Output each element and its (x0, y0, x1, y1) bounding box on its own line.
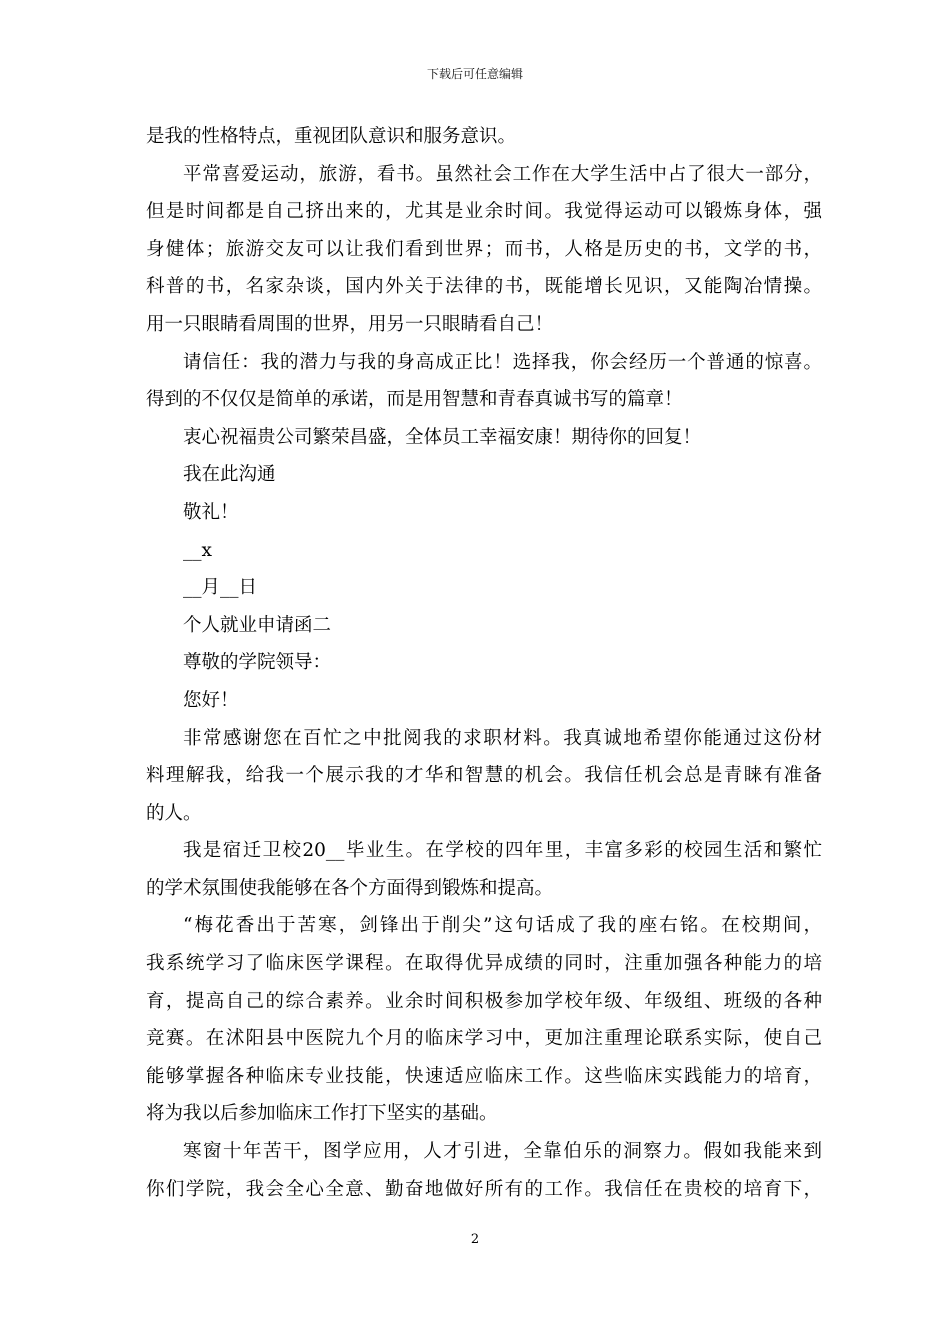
text-line: 科普的书，名家杂谈，国内外关于法律的书，既能增长见识，又能陶冶情操。 (146, 276, 822, 298)
text-line: 我是宿迁卫校20__毕业生。在学校的四年里，丰富多彩的校园生活和繁忙 (183, 840, 822, 862)
text-line: 身健体；旅游交友可以让我们看到世界；而书，人格是历史的书，文学的书， (146, 238, 822, 260)
page-number: 2 (470, 1232, 480, 1247)
page-header: 下载后可任意编辑 (426, 67, 523, 81)
text-line: 衷心祝福贵公司繁荣昌盛，全体员工幸福安康！期待你的回复！ (183, 426, 702, 448)
text-line: 的人。 (146, 802, 202, 824)
text-line: 是我的性格特点，重视团队意识和服务意识。 (146, 126, 517, 147)
text-line: 育，提高自己的综合素养。业余时间积极参加学校年级、年级组、班级的各种 (146, 990, 822, 1012)
document-body (146, 118, 822, 1208)
text-line: 我系统学习了临床医学课程。在取得优异成绩的同时，注重加强各种能力的培 (146, 953, 822, 975)
text-line: “梅花香出于苦寒，剑锋出于削尖”这句话成了我的座右铭。在校期间， (183, 915, 822, 937)
text-line: __月__日 (183, 577, 258, 599)
salutation: 尊敬的学院领导： (183, 652, 332, 674)
text-line: 我在此沟通 (183, 464, 276, 486)
text-line: 将为我以后参加临床工作打下坚实的基础。 (146, 1103, 498, 1125)
text-line: 料理解我，给我一个展示我的才华和智慧的机会。我信任机会总是青睐有准备 (146, 765, 822, 787)
text-line: 得到的不仅仅是简单的承诺，而是用智慧和青春真诚书写的篇章！ (146, 389, 683, 411)
section-title: 个人就业申请函二 (183, 614, 332, 636)
text-line: 寒窗十年苦干，图学应用，人才引进，全靠伯乐的洞察力。假如我能来到 (183, 1141, 822, 1163)
greeting: 您好！ (183, 689, 239, 711)
text-line: 平常喜爱运动，旅游，看书。虽然社会工作在大学生活中占了很大一部分， (183, 163, 822, 185)
text-line: __x (183, 539, 212, 561)
text-line: 但是时间都是自己挤出来的，尤其是业余时间。我觉得运动可以锻炼身体，强 (146, 201, 822, 223)
text-line: 用一只眼睛看周围的世界，用另一只眼睛看自己！ (146, 313, 554, 335)
text-line: 能够掌握各种临床专业技能，快速适应临床工作。这些临床实践能力的培育， (146, 1065, 822, 1087)
text-line: 非常感谢您在百忙之中批阅我的求职材料。我真诚地希望你能通过这份材 (183, 727, 822, 749)
text-line: 你们学院，我会全心全意、勤奋地做好所有的工作。我信任在贵校的培育下， (146, 1178, 822, 1200)
text-line: 请信任：我的潜力与我的身高成正比！选择我，你会经历一个普通的惊喜。 (183, 351, 822, 373)
text-line: 的学术氛围使我能够在各个方面得到锻炼和提高。 (146, 877, 554, 899)
text-line: 竞赛。在沭阳县中医院九个月的临床学习中，更加注重理论联系实际，使自己 (146, 1028, 822, 1050)
text-line: 敬礼！ (183, 501, 239, 523)
